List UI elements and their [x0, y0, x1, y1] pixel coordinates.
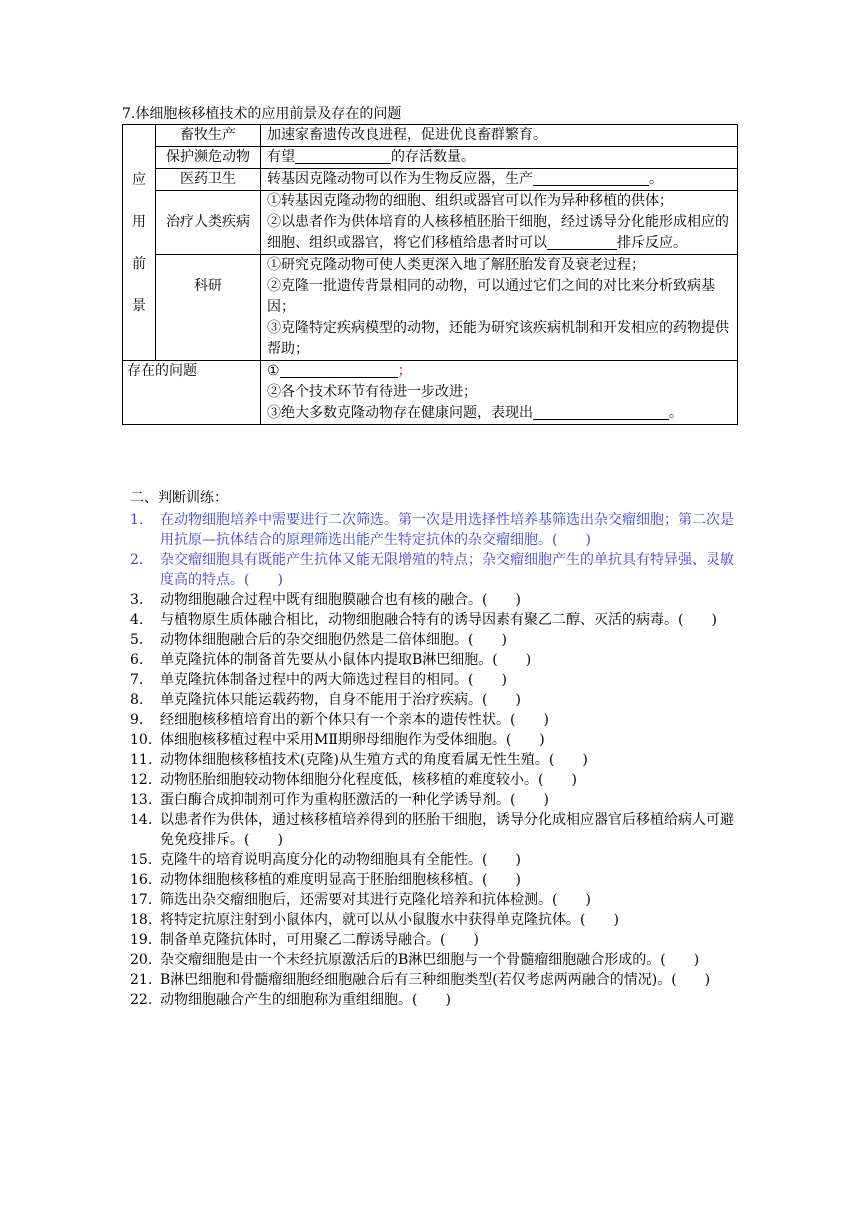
category-cell: 医药卫生 [156, 169, 261, 191]
judge-item-text: 在动物细胞培养中需要进行二次筛选。第一次是用选择性培养基筛选出杂交瘤细胞；第二次是用抗原—抗体结合的原理筛选出能产生特定抗体的杂交瘤细胞。( ) [160, 512, 734, 548]
content-cell [261, 169, 738, 191]
judge-item-number: 3. [130, 592, 144, 608]
judge-item-number: 8. [130, 692, 144, 708]
judge-item [130, 930, 740, 950]
judge-section-title: 二、判断训练： [130, 490, 228, 506]
judge-item-text: 克隆牛的培育说明高度分化的动物细胞具有全能性。( ) [160, 852, 521, 868]
judge-item [130, 970, 740, 990]
content-text: 转基因克隆动物可以作为生物反应器，生产 [267, 171, 533, 187]
judge-item-text: 蛋白酶合成抑制剂可作为重构胚激活的一种化学诱导剂。( ) [160, 792, 549, 808]
judge-item [130, 850, 740, 870]
content-cell [261, 255, 738, 361]
judge-item-number: 1. [130, 512, 144, 528]
judge-item-text: 动物细胞融合产生的细胞称为重组细胞。( ) [160, 992, 451, 1008]
category-cell: 治疗人类疾病 [156, 191, 261, 255]
content-line [267, 212, 731, 254]
judge-item-number: 7. [130, 672, 144, 688]
side-label-char: 应 [132, 171, 146, 188]
judge-item-text: 体细胞核移植过程中采用MⅡ期卵母细胞作为受体细胞。( ) [160, 732, 545, 748]
judge-item-text: 杂交瘤细胞具有既能产生抗体又能无限增殖的特点；杂交瘤细胞产生的单抗具有特异强、灵敏度高的特点。( ) [160, 552, 734, 588]
judge-item [130, 630, 740, 650]
judge-item-number: 14. [130, 812, 153, 828]
content-text: ① [267, 363, 280, 379]
judge-item-text: 制备单克隆抗体时，可用聚乙二醇诱导融合。( ) [160, 932, 479, 948]
judge-item-number: 21. [130, 972, 153, 988]
table-row [123, 191, 738, 255]
side-label-char: 用 [132, 213, 146, 230]
judge-item-text: 杂交瘤细胞是由一个未经抗原激活后的B淋巴细胞与一个骨髓瘤细胞融合形成的。( ) [160, 952, 700, 968]
category-cell: 保护濒危动物 [156, 147, 261, 169]
judge-item-text: 以患者作为供体，通过核移植培养得到的胚胎干细胞，诱导分化成相应器官后移植给病人可避免免疫排斥。( ) [160, 812, 734, 848]
table-row [123, 169, 738, 191]
fill-blank[interactable] [533, 169, 649, 186]
content-text: ③绝大多数克隆动物存在健康问题，表现出 [267, 405, 533, 421]
judge-item [130, 750, 740, 770]
judge-item-number: 13. [130, 792, 153, 808]
content-line: ②克隆一批遗传背景相同的动物，可以通过它们之间的对比来分析致病基因； [267, 278, 715, 315]
judge-item [130, 710, 740, 730]
category-cell: 科研 [156, 255, 261, 361]
judge-item [130, 810, 740, 850]
judge-item [130, 950, 740, 970]
fill-blank[interactable] [295, 147, 391, 164]
side-label [123, 125, 156, 361]
judge-item-number: 5. [130, 632, 144, 648]
judge-item-number: 2. [130, 552, 144, 568]
judge-item-number: 12. [130, 772, 153, 788]
judge-item [130, 790, 740, 810]
problems-label: 存在的问题 [123, 361, 261, 425]
content-text: 的存活数量。 [391, 149, 475, 165]
judge-item-text: 单克隆抗体只能运载药物，自身不能用于治疗疾病。( ) [160, 692, 521, 708]
fill-blank[interactable] [547, 233, 617, 250]
judge-item [130, 670, 740, 690]
table-row [123, 255, 738, 361]
judge-item-text: 单克隆抗体制备过程中的两大筛选过程目的相同。( ) [160, 672, 507, 688]
content-text: 排斥反应。 [617, 235, 687, 251]
content-line: ①研究克隆动物可使人类更深入地了解胚胎发育及衰老过程； [267, 257, 645, 273]
judge-item-text: 动物体细胞核移植的难度明显高于胚胎细胞核移植。( ) [160, 872, 521, 888]
judge-item [130, 770, 740, 790]
content-line: ①转基因克隆动物的细胞、组织或器官可以作为异种移植的供体； [267, 193, 673, 209]
content-cell [261, 147, 738, 169]
judge-item [130, 730, 740, 750]
content-line: 加速家畜遗传改良进程，促进优良畜群繁育。 [267, 127, 547, 143]
judge-item [130, 590, 740, 610]
judge-item-number: 9. [130, 712, 144, 728]
side-label-char: 前 [132, 255, 146, 272]
judge-item [130, 910, 740, 930]
content-line: ②各个技术环节有待进一步改进； [267, 384, 477, 400]
judge-item-text: 动物胚胎细胞较动物体细胞分化程度低，核移植的难度较小。( ) [160, 772, 577, 788]
judge-item-number: 20. [130, 952, 153, 968]
judge-item-text: 筛选出杂交瘤细胞后，还需要对其进行克隆化培养和抗体检测。( ) [160, 892, 591, 908]
content-text: ②以患者作为供体培育的人核移植胚胎干细胞，经过诱导分化能形成相应的细胞、组织或器官，将它们移植给患者时可以 [267, 214, 729, 251]
judge-item-text: 与植物原生质体融合相比，动物细胞融合特有的诱导因素有聚乙二醇、灭活的病毒。( ) [160, 612, 717, 628]
content-cell [261, 191, 738, 255]
content-text: ； [397, 363, 412, 379]
judge-item-text: 动物体细胞核移植技术(克隆)从生殖方式的角度看属无性生殖。( ) [160, 752, 588, 768]
table-row [123, 147, 738, 169]
judge-item-number: 19. [130, 932, 153, 948]
fill-blank[interactable] [280, 361, 398, 378]
judge-item [130, 610, 740, 630]
content-text: 。 [669, 405, 683, 421]
judge-item-number: 11. [130, 752, 153, 768]
judge-item-number: 6. [130, 652, 144, 668]
category-cell: 畜牧生产 [156, 125, 261, 147]
content-text: 有望 [267, 149, 295, 165]
judge-item-text: 动物体细胞融合后的杂交细胞仍然是二倍体细胞。( ) [160, 632, 507, 648]
judge-item-number: 16. [130, 872, 153, 888]
application-table [122, 124, 738, 425]
content-cell [261, 125, 738, 147]
judge-item-number: 17. [130, 892, 153, 908]
judge-item [130, 990, 740, 1010]
section-7 [122, 104, 742, 425]
side-label-char: 景 [132, 297, 146, 314]
judge-item [130, 870, 740, 890]
judge-item-text: B淋巴细胞和骨髓瘤细胞经细胞融合后有三种细胞类型(若仅考虑两两融合的情况)。( ) [160, 972, 711, 988]
judge-list [130, 510, 740, 1010]
judge-item-number: 15. [130, 852, 153, 868]
judge-item-number: 22. [130, 992, 153, 1008]
judge-item [130, 550, 740, 590]
section-title: 7.体细胞核移植技术的应用前景及存在的问题 [122, 106, 402, 122]
content-line: ③克隆特定疾病模型的动物，还能为研究该疾病机制和开发相应的药物提供帮助； [267, 320, 729, 357]
content-line [267, 403, 731, 424]
table-row [123, 361, 738, 425]
judge-item-text: 将特定抗原注射到小鼠体内，就可以从小鼠腹水中获得单克隆抗体。( ) [160, 912, 619, 928]
judge-item [130, 890, 740, 910]
judge-item-text: 单克隆抗体的制备首先要从小鼠体内提取B淋巴细胞。( ) [160, 652, 532, 668]
judge-item-text: 动物细胞融合过程中既有细胞膜融合也有核的融合。( ) [160, 592, 521, 608]
judge-item-number: 18. [130, 912, 153, 928]
fill-blank[interactable] [533, 403, 669, 420]
content-text: 。 [649, 171, 663, 187]
content-cell [261, 361, 738, 425]
content-line [267, 361, 731, 382]
judge-item [130, 690, 740, 710]
judge-item-text: 经细胞核移植培育出的新个体只有一个亲本的遗传性状。( ) [160, 712, 549, 728]
judge-item [130, 650, 740, 670]
judge-item-number: 4. [130, 612, 144, 628]
judge-item [130, 510, 740, 550]
judge-item-number: 10. [130, 732, 153, 748]
table-row [123, 125, 738, 147]
